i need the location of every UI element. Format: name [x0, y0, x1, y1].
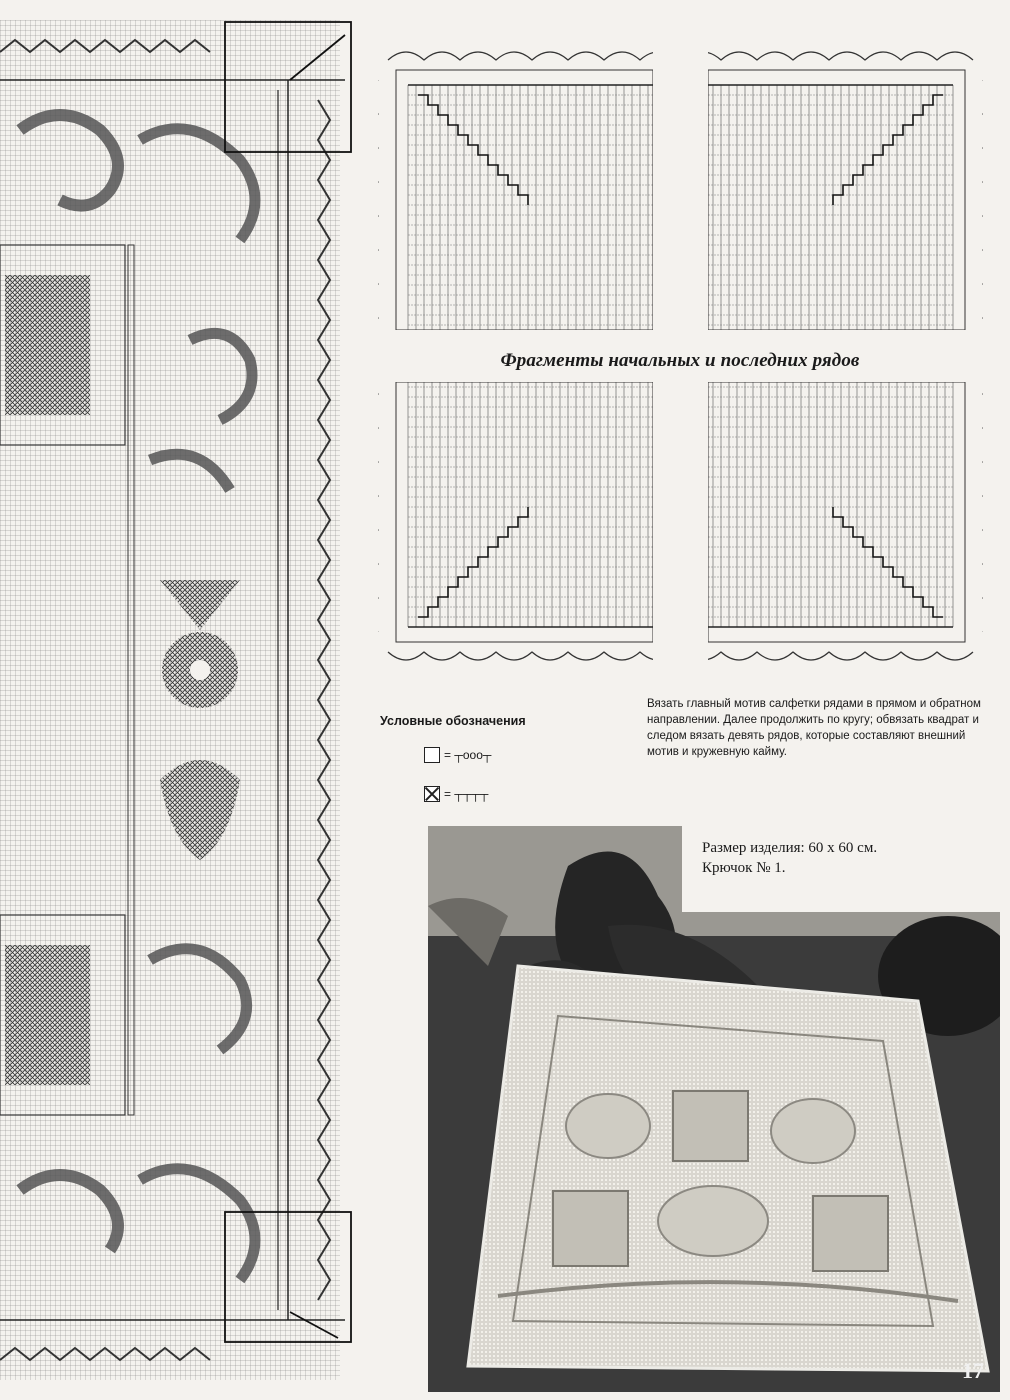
fragment-chart-top-left [378, 40, 653, 330]
page-number: 17 [962, 1358, 984, 1383]
legend-item-label: = ┬┬┬┬ [444, 787, 489, 801]
size-line: Размер изделия: 60 х 60 см. [702, 840, 878, 856]
fragment-chart-top-right [708, 40, 983, 330]
filet-chart-left [0, 20, 352, 1380]
fragments-caption: Фрагменты начальных и последних рядов [500, 350, 860, 371]
legend-item-empty [424, 747, 491, 763]
fragment-chart-bottom-left [378, 382, 653, 672]
hook-line: Крючок № 1. [702, 860, 786, 876]
legend-title: Условные обозначения [380, 714, 526, 728]
fragment-chart-bottom-right [708, 382, 983, 672]
instructions-text: Вязать главный мотив салфетки рядами в прямом и обратном направлении. Далее продолжить по кругу; обвязать квадрат и следом вязать девять рядов, которые составляют внешний мотив и кружевную кайму. [647, 698, 981, 758]
legend-item-label: = ┬ооо┬ [444, 748, 492, 762]
empty-square-icon [424, 747, 440, 763]
crossed-square-icon [424, 786, 440, 802]
size-info [702, 838, 877, 878]
legend-item-filled [424, 786, 488, 802]
